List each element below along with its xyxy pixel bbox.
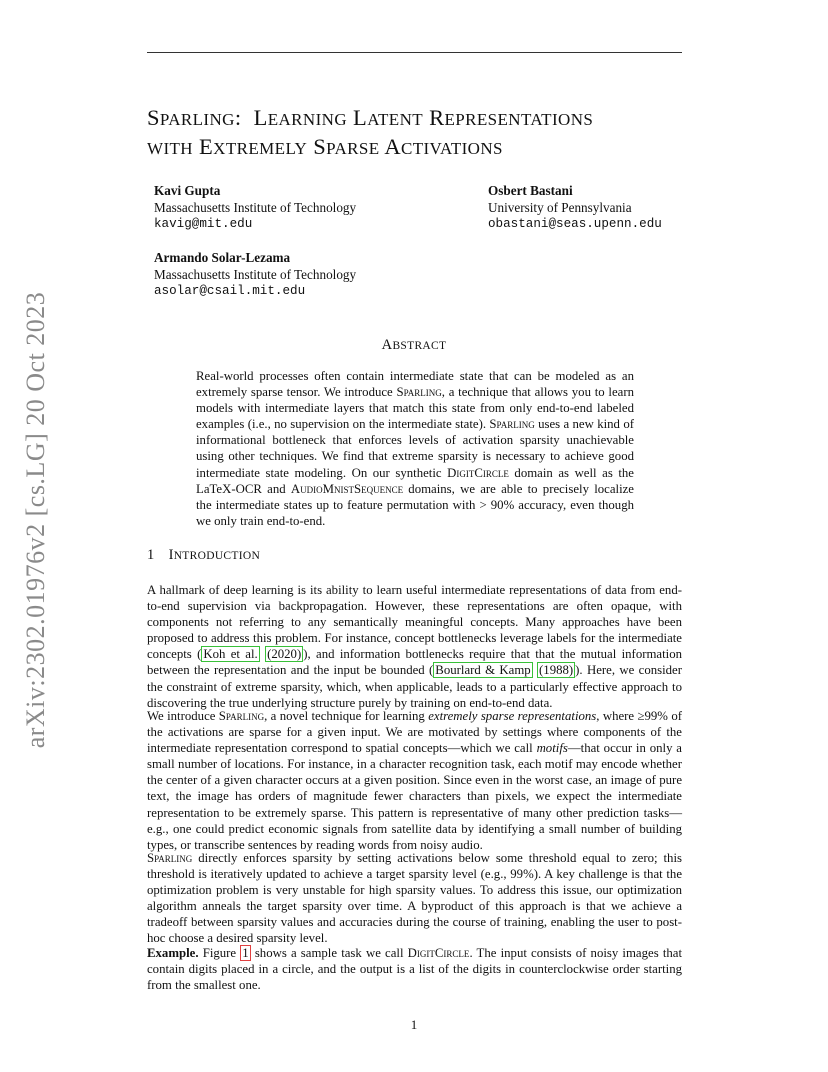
author-block-3 [154,250,356,300]
citation-link[interactable]: (1988) [539,663,574,678]
author-email[interactable]: asolar@csail.mit.edu [154,284,306,298]
author-affiliation: Massachusetts Institute of Technology [154,266,357,282]
figure-link[interactable]: 1 [242,946,249,960]
author-name: Osbert Bastani [488,183,573,198]
author-block-2 [488,183,662,233]
author-email[interactable]: kavig@mit.edu [154,217,253,231]
intro-paragraph-3: Sparling directly enforces sparsity by setting activations below some threshold equal to zero; this threshold is iteratively updated to achieve a target sparsity level (e.g., 99%). A key challenge is that the optimization problem is very unstable for high sparsity values. To address this issue, our optimization algorithm anneals the target sparsity over time. A byproduct of this approach is that we achieve a tradeoff between sparsity values and accuracies during the course of training, enabling the user to post-hoc choose a desired sparsity level. [147,851,682,946]
author-email[interactable]: obastani@seas.upenn.edu [488,217,662,231]
author-block-1 [154,183,356,233]
citation-link[interactable]: Bourlard & Kamp [435,663,531,678]
citation-link[interactable]: (2020) [267,647,302,662]
arxiv-identifier-text: arXiv:2302.01976v2 [cs.LG] 20 Oct 2023 [21,291,50,749]
abstract-heading: ABSTRACT [381,337,447,353]
page-number: 1 [410,1017,418,1032]
author-name: Armando Solar-Lezama [154,250,291,265]
section-heading-introduction: 1 INTRODUCTION [147,547,261,563]
abstract-body: Real-world processes often contain intermediate state that can be modeled as an extremely sparse tensor. We introduce Sparling, a technique that allows you to learn models with intermediate layers that match this state from only end-to-end labeled examples (i.e., no supervision on the intermediate state). Sparling uses a new kind of informational bottleneck that enforces levels of activation sparsity unachievable using other techniques. We find that extreme sparsity is necessary to achieve good intermediate state modeling. On our synthetic DigitCircle domain as well as the LaTeX-OCR and AudioMnistSequence domains, we are able to precisely localize the intermediate states up to feature permutation with > 90% accuracy, even though we only train end-to-end. [196,369,635,528]
paper-title: SPARLING: LEARNING LATENT REPRESENTATIONS WITH EXTREMELY SPARSE ACTIVATIONS [147,105,594,159]
author-name: Kavi Gupta [154,183,221,198]
author-affiliation: University of Pennsylvania [488,199,632,215]
citation-link[interactable]: Koh et al. [203,647,258,662]
author-affiliation: Massachusetts Institute of Technology [154,199,357,215]
intro-paragraph-4: Example. Figure 1 shows a sample task we call DigitCircle. The input consists of noisy images that contain digits placed in a circle, and the output is a list of the digits in counterclockwise order starting from the smallest one. [147,946,683,993]
intro-paragraph-2: We introduce Sparling, a novel technique for learning extremely sparse representations, where ≥99% of the activations are sparse for a given input. We are motivated by settings where components of the intermediate representation correspond to spatial concepts—which we call motifs—that occur in only a small number of locations. For instance, in a character recognition task, each motif may encode whether the center of a given character occurs at a given position. Since even in the worst case, an image of pure text, the image has orders of magnitude fewer characters than pixels, we expect the intermediate representation to be extremely sparse. This pattern is representative of many other prediction tasks—e.g., one could predict economic signals from satellite data by identifying a small number of building types, or transcribe sentences by reading words from noisy audio. [147,709,682,852]
top-rule [147,52,682,53]
intro-paragraph-1: A hallmark of deep learning is its ability to learn useful intermediate representations of data from end-to-end supervision via backpropagation. However, these representations are often opaque, with components not referring to any semantically meaningful concepts. Many approaches have been proposed to address this problem. For instance, concept bottlenecks leverage labels for the intermediate concepts ( Koh et al. (2020) ), and information bottlenecks require that that the mutual information between the representation and the input be bounded ( Bourlard & Kamp (1988) ). Here, we consider the constraint of extreme sparsity, which, when applicable, leads to a particularly effective approach to discovering the true underlying structure purely by training on end-to-end data. [147,583,683,710]
